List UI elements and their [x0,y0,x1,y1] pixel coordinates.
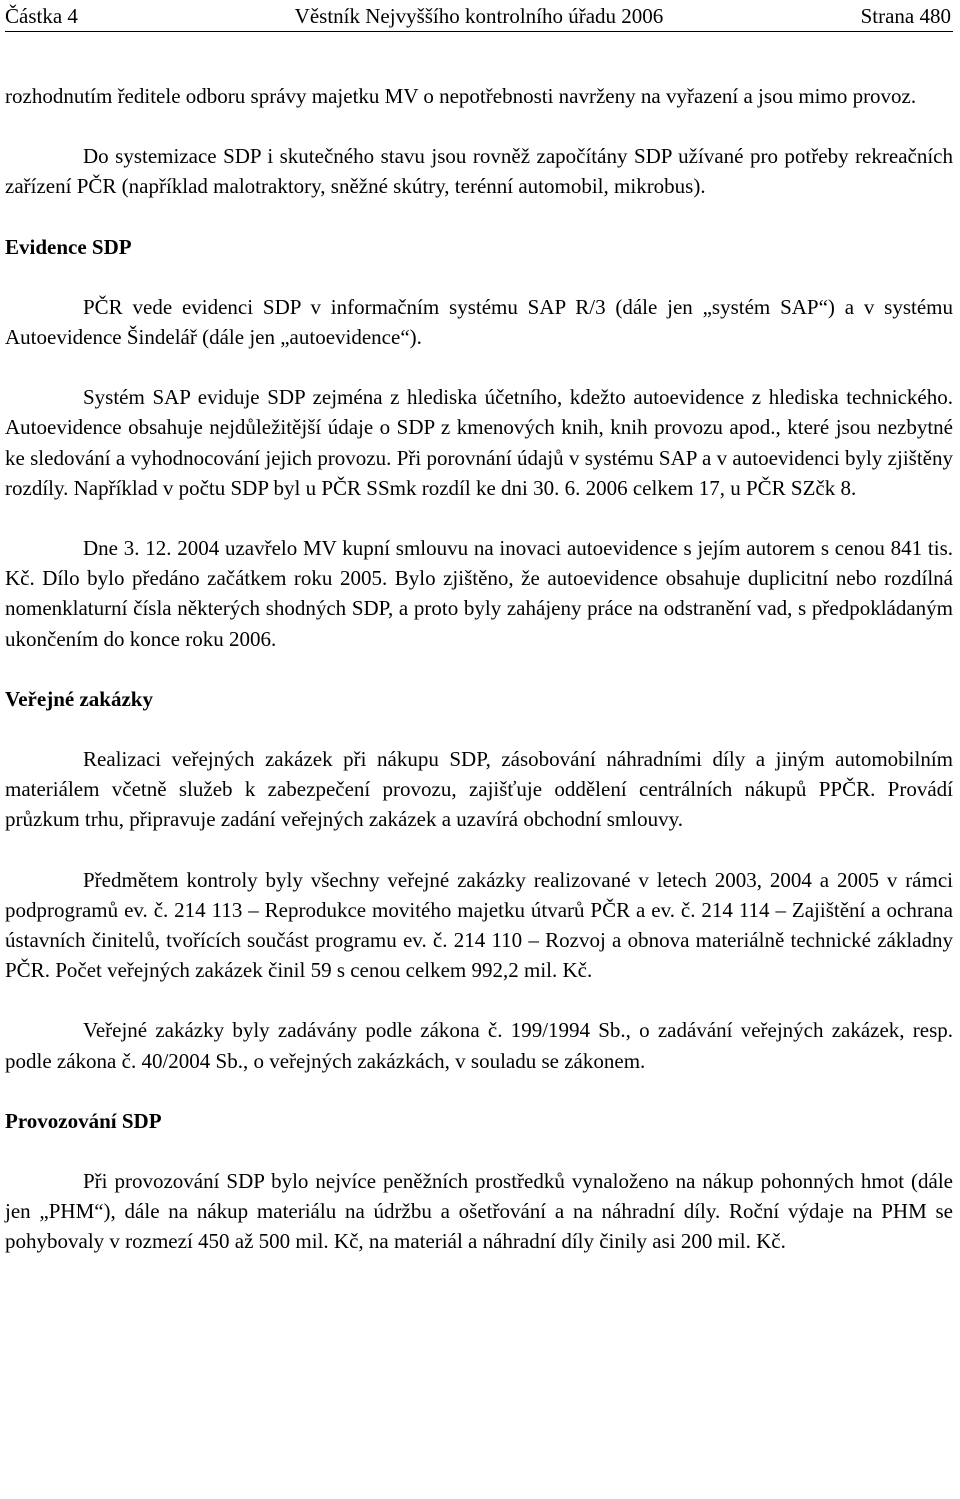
page-content [5,32,953,1257]
heading-verejne-zakazky: Veřejné zakázky [5,686,153,711]
paragraph-evidence: PČR vede evidenci SDP v informačním systému SAP R/3 (dále jen „systém SAP“) a v systému Autoevidence Šindelář (dále jen „autoevidence“). [5,294,953,350]
running-header [5,1,953,32]
paragraph-provozovani: Při provozování SDP bylo nejvíce peněžních prostředků vynaloženo na nákup pohonných hmot (dále jen „PHM“), dále na nákup materiálu na údržbu a ošetřování a na náhradní díly. Roční výdaje na PHM se pohybovaly v rozmezí 450 až 500 mil. Kč, na materiál a náhradní díly činily asi 200 mil. Kč. [5,1169,953,1254]
issue-number: Částka 4 [5,4,78,28]
heading-evidence: Evidence SDP [5,234,132,259]
paragraph-continuation: rozhodnutím ředitele odboru správy majetku MV o nepotřebnosti navrženy na vyřazení a jsou mimo provoz. [5,84,917,108]
document-page [5,0,953,1257]
paragraph-realizace: Realizaci veřejných zakázek při nákupu SDP, zásobování náhradními díly a jiným automobilním materiálem včetně služeb k zabezpečení provozu, zajišťuje oddělení centrálních nákupů PPČR. Provádí průzkum trhu, připravuje zadání veřejných zakázek a uzavírá obchodní smlouvy. [5,747,953,832]
heading-provozovani: Provozování SDP [5,1108,162,1133]
page-number: Strana 480 [860,4,951,28]
paragraph-inovace: Dne 3. 12. 2004 uzavřelo MV kupní smlouvu na inovaci autoevidence s jejím autorem s cenou 841 tis. Kč. Dílo bylo předáno začátkem roku 2005. Bylo zjištěno, že autoevidence obsahuje duplicitní nebo rozdílná nomenklaturní čísla některých shodných SDP, a proto byly zahájeny práce na odstranění vad, s předpokládaným ukončením do konce roku 2006. [5,536,953,651]
journal-title: Věstník Nejvyššího kontrolního úřadu 2006 [294,4,664,28]
paragraph-zakony: Veřejné zakázky byly zadávány podle zákona č. 199/1994 Sb., o zadávání veřejných zakázek, resp. podle zákona č. 40/2004 Sb., o veřejných zakázkách, v souladu se zákonem. [5,1018,953,1073]
paragraph-sap: Systém SAP eviduje SDP zejména z hlediska účetního, kdežto autoevidence z hlediska technického. Autoevidence obsahuje nejdůležitější údaje o SDP z kmenových knih, knih provozu apod., které jsou nezbytné ke sledování a vyhodnocování jejich provozu. Při porovnání údajů v systému SAP a v autoevidenci byly zjištěny rozdíly. Například v počtu SDP byl u PČR SSmk rozdíl ke dni 30. 6. 2006 celkem 17, u PČR SZčk 8. [5,385,953,500]
paragraph-systemizace: Do systemizace SDP i skutečného stavu jsou rovněž započítány SDP užívané pro potřeby rekreačních zařízení PČR (například malotraktory, sněžné skútry, terénní automobil, mikrobus). [5,144,953,199]
paragraph-predmet-kontroly: Předmětem kontroly byly všechny veřejné zakázky realizované v letech 2003, 2004 a 2005 v rámci podprogramů ev. č. 214 113 – Reprodukce movitého majetku útvarů PČR a ev. č. 214 114 – Zajištění a ochrana ústavních činitelů, tvořících součást programu ev. č. 214 110 – Rozvoj a obnova materiálně technické základny PČR. Počet veřejných zakázek činil 59 s cenou celkem 992,2 mil. Kč. [5,867,953,983]
